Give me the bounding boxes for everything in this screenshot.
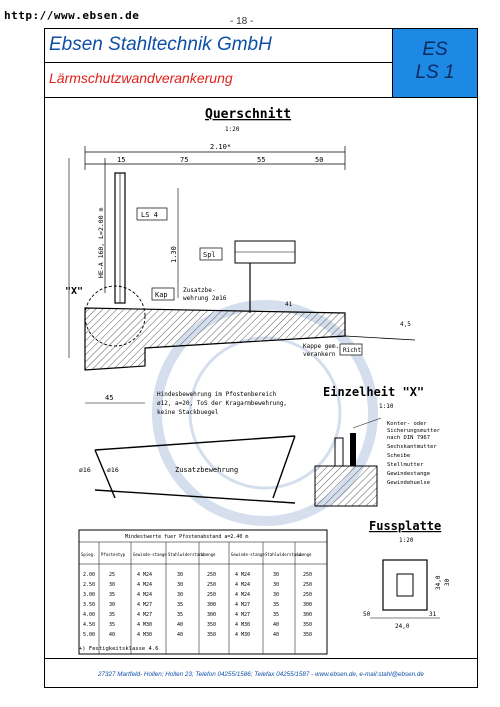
- svg-text:4 M24: 4 M24: [137, 582, 153, 588]
- dim-part-1: 15: [117, 156, 126, 164]
- svg-text:35: 35: [109, 612, 116, 618]
- svg-text:2.00: 2.00: [83, 572, 96, 578]
- svg-text:250: 250: [303, 592, 313, 598]
- svg-text:250: 250: [207, 592, 217, 598]
- foot-dim-5: 30: [444, 578, 451, 586]
- table-row: [83, 572, 312, 578]
- svg-text:350: 350: [303, 632, 313, 638]
- svg-text:250: 250: [303, 572, 313, 578]
- svg-text:40: 40: [109, 632, 116, 638]
- svg-text:35: 35: [177, 612, 184, 618]
- svg-text:350: 350: [207, 622, 217, 628]
- svg-text:350: 350: [207, 632, 217, 638]
- svg-text:30: 30: [177, 572, 184, 578]
- foot-scale: 1:20: [399, 537, 414, 544]
- foot-dim-2: 31: [429, 611, 437, 618]
- detail-legend-5: Scheibe: [387, 453, 411, 459]
- label-kappe-2: verankern: [303, 351, 336, 358]
- th-3: Gewinde-stange: [133, 552, 167, 557]
- label-d16-left: ø16: [79, 466, 91, 474]
- svg-text:4 M30: 4 M30: [235, 622, 251, 628]
- table-row: [83, 602, 312, 608]
- svg-text:4 M24: 4 M24: [137, 572, 153, 578]
- svg-text:3.00: 3.00: [83, 592, 96, 598]
- table-row: [83, 632, 312, 638]
- th-2: Pfostentyp: [101, 552, 126, 557]
- note-line-1: Hindesbewehrung im Pfostenbereich: [157, 391, 277, 398]
- dim-part-3: 55: [257, 156, 266, 164]
- svg-text:35: 35: [109, 592, 116, 598]
- th-7: Stahlwiderstand: [265, 552, 302, 557]
- svg-text:4 M30: 4 M30: [235, 632, 251, 638]
- foot-dim-4: 34,0: [435, 575, 442, 590]
- svg-text:35: 35: [273, 612, 280, 618]
- svg-text:30: 30: [177, 582, 184, 588]
- th-1: Spieg.: [81, 552, 96, 557]
- svg-text:25: 25: [109, 572, 116, 578]
- svg-text:40: 40: [273, 622, 280, 628]
- table-footnote: +) Festigkeitsklasse 4.6: [79, 646, 159, 652]
- label-ls4: LS 4: [141, 211, 158, 219]
- svg-text:4 M24: 4 M24: [235, 582, 251, 588]
- svg-text:2.50: 2.50: [83, 582, 96, 588]
- svg-text:35: 35: [273, 602, 280, 608]
- svg-text:30: 30: [109, 582, 116, 588]
- detail-legend-2: Sicherungsmutter: [387, 428, 440, 434]
- post-dim-text: HE-A 160, L=2.00 m: [97, 207, 105, 278]
- detail-legend-1: Konter- oder: [387, 421, 427, 427]
- dim-total: 2.10*: [210, 143, 232, 151]
- label-d16-right: ø16: [107, 466, 119, 474]
- dim-45: 45: [105, 394, 114, 402]
- svg-text:30: 30: [177, 592, 184, 598]
- svg-text:30: 30: [273, 582, 280, 588]
- table-row: [83, 622, 312, 628]
- code-line-1: ES: [422, 39, 448, 60]
- footer-address: 27327 Martfeld- Hollen; Hollen 23; Telefon 04255/1586; Telefax 04255/1587 - www.ebsen.de, e-mail:stahl@ebsen.de: [44, 658, 478, 688]
- detail-legend-4: Sechskantmutter: [387, 444, 437, 450]
- svg-text:30: 30: [273, 572, 280, 578]
- label-zusatz-2: wehrung 2ø16: [183, 295, 227, 302]
- label-kap: Kap: [155, 291, 168, 299]
- table-row: [83, 612, 312, 618]
- detail-title: Einzelheit "X": [323, 385, 425, 399]
- svg-text:40: 40: [273, 632, 280, 638]
- foot-dim-3: 24,0: [395, 623, 410, 630]
- label-kappe-3: Richt: [343, 347, 362, 354]
- code-line-2: LS 1: [415, 62, 455, 83]
- detail-legend-6: Stellmutter: [387, 462, 424, 468]
- svg-text:300: 300: [207, 612, 217, 618]
- svg-text:30: 30: [273, 592, 280, 598]
- svg-text:40: 40: [177, 632, 184, 638]
- svg-text:3.50: 3.50: [83, 602, 96, 608]
- svg-text:4 M24: 4 M24: [137, 592, 153, 598]
- section-title: Querschnitt: [205, 107, 292, 122]
- company-name: Ebsen Stahltechnik GmbH: [45, 29, 393, 63]
- dim-45b: 4,5: [400, 321, 411, 328]
- svg-text:4 M30: 4 M30: [137, 622, 153, 628]
- table-row: [83, 582, 312, 588]
- svg-text:35: 35: [177, 602, 184, 608]
- table-title: Mindestwerte fuer Pfostenabstand a=2.40 m: [125, 534, 249, 540]
- svg-text:4 M24: 4 M24: [235, 592, 251, 598]
- note-line-2: ø12, a=20, ToS der Kragarmbewehrung,: [157, 400, 288, 407]
- th-6: Gewinde-stange: [231, 552, 265, 557]
- drawing-canvas: [45, 98, 477, 658]
- document-code: [393, 29, 477, 97]
- table-row: [83, 592, 312, 598]
- detail-scale: 1:10: [379, 403, 394, 410]
- svg-text:250: 250: [303, 582, 313, 588]
- dim-part-2: 75: [180, 156, 189, 164]
- svg-text:4 M27: 4 M27: [137, 602, 153, 608]
- technical-drawing: [44, 98, 478, 658]
- detail-legend-7: Gewindestange: [387, 471, 431, 477]
- svg-text:30: 30: [109, 602, 116, 608]
- svg-text:350: 350: [303, 622, 313, 628]
- svg-text:300: 300: [303, 612, 313, 618]
- svg-text:35: 35: [109, 622, 116, 628]
- svg-text:4.00: 4.00: [83, 612, 96, 618]
- note-line-3: keine Stackbuegel: [157, 409, 219, 416]
- svg-text:4 M27: 4 M27: [235, 602, 251, 608]
- svg-text:300: 300: [303, 602, 313, 608]
- svg-text:300: 300: [207, 602, 217, 608]
- label-kappe: Kappe gem.: [303, 343, 340, 350]
- website-url: http://www.ebsen.de: [4, 9, 140, 22]
- svg-text:4 M27: 4 M27: [137, 612, 153, 618]
- dim-41: 41: [285, 301, 293, 308]
- detail-legend-8: Gewindehuelse: [387, 480, 431, 486]
- svg-text:4 M24: 4 M24: [235, 572, 251, 578]
- label-detail-x: "X": [65, 286, 84, 297]
- detail-legend-3: nach DIN 7967: [387, 435, 431, 441]
- th-4: Stahlwiderstand: [168, 552, 205, 557]
- page-number: - 18 -: [230, 16, 254, 27]
- svg-text:4 M30: 4 M30: [137, 632, 153, 638]
- title-block: [44, 28, 478, 98]
- label-zusatz: Zusatzbe-: [183, 287, 216, 294]
- svg-text:250: 250: [207, 582, 217, 588]
- svg-text:5.00: 5.00: [83, 632, 96, 638]
- section-scale: 1:20: [225, 126, 240, 133]
- dim-vertical: 1.30: [170, 246, 178, 263]
- th-8: Laenge: [297, 552, 312, 557]
- foot-title: Fussplatte: [369, 519, 442, 533]
- foot-dim-1: 50: [363, 611, 371, 618]
- svg-text:4 M27: 4 M27: [235, 612, 251, 618]
- svg-text:250: 250: [207, 572, 217, 578]
- svg-text:4.50: 4.50: [83, 622, 96, 628]
- th-5: Laenge: [201, 552, 216, 557]
- document-subject: Lärmschutzwandverankerung: [45, 63, 393, 98]
- dim-part-4: 50: [315, 156, 324, 164]
- label-zusatzbewehrung: Zusatzbewehrung: [175, 466, 239, 474]
- label-spl: Spl: [203, 251, 216, 259]
- anchor-table: [79, 530, 327, 654]
- svg-text:40: 40: [177, 622, 184, 628]
